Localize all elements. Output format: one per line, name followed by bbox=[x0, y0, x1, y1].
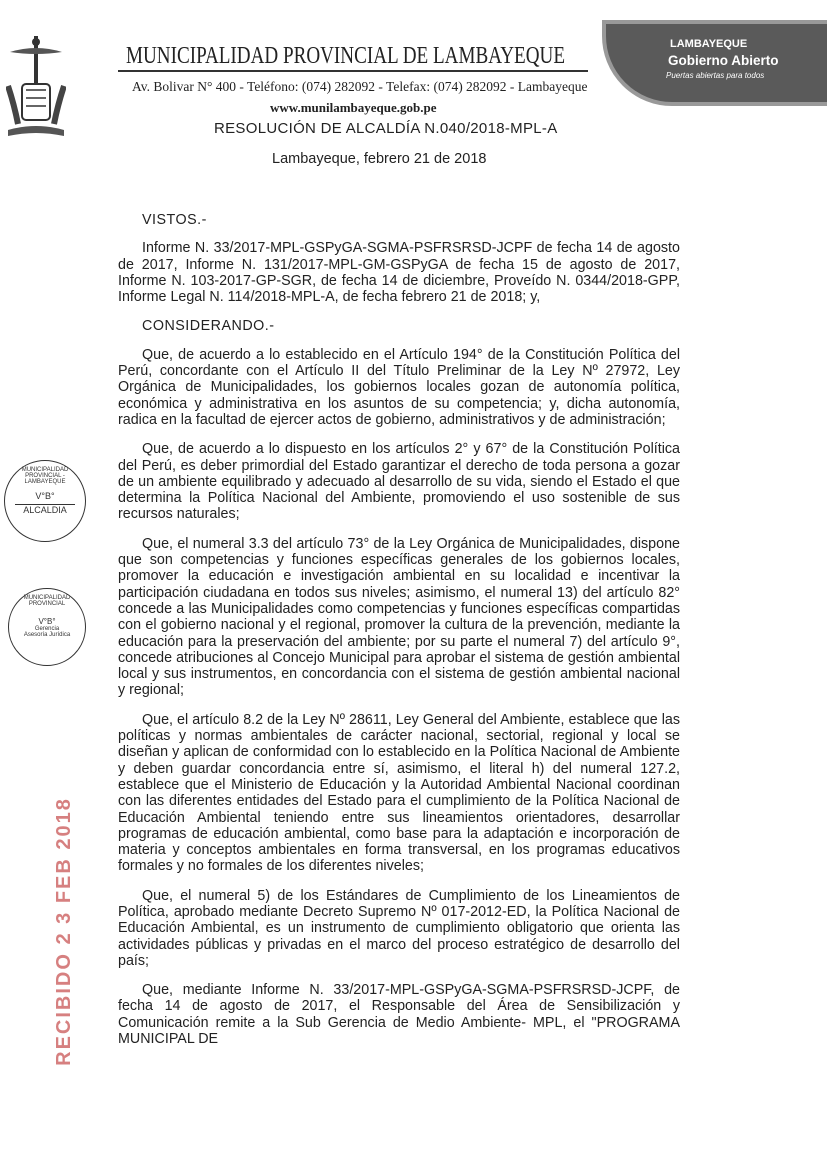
vistos-paragraph: Informe N. 33/2017-MPL-GSPyGA-SGMA-PSFRSRSD-JCPF de fecha 14 de agosto de 2017, Informe N. 131/2017-MPL-GM-GSPyGA de fecha 15 de agosto de 2017, Informe N. 103-2017-GP-SGR, de fecha 14 de diciembre, Proveído N. 0344/2018-GPP, Informe Legal N. 114/2018-MPL-A, de fecha febrero 21 de 2018; y, bbox=[118, 240, 680, 306]
paragraph: Que, de acuerdo a lo dispuesto en los artículos 2° y 67° de la Constitución Política del Perú, es deber primordial del Estado garantizar el derecho de toda persona a gozar de un ambiente equilibrado y adecuado al desarrollo de su vida, siendo el Estado el que determina la Política Nacional del Ambiente, promoviendo el uso sostenible de sus recursos naturales; bbox=[118, 441, 680, 523]
resolution-title: RESOLUCIÓN DE ALCALDÍA N.040/2018-MPL-A bbox=[214, 120, 558, 137]
document-body bbox=[118, 212, 680, 1060]
stamp-office: ALCALDIA bbox=[15, 504, 75, 515]
badge-city: LAMBAYEQUE bbox=[670, 38, 748, 50]
paragraph: Que, el numeral 3.3 del artículo 73° de la Ley Orgánica de Municipalidades, dispone que son competencias y funciones específicas generales de los gobiernos locales, promover la educación e investigación ambiental en su localidad e incentivar la participación ciudadana en todos sus niveles; asimismo, el numeral 13) del artículo 82° concede a las Municipalidades como competencias y funciones específicas compartidas con el gobierno nacional y el regional, promover la cultura de la prevención, mediante la educación para la preservación del ambiente; por su parte el numeral 7) del artículo 9°, concede atribuciones al Concejo Municipal para aprobar el sistema de gestión ambiental local y sus instrumentos, en concordancia con el sistema de gestión ambiental nacional y regional; bbox=[118, 535, 680, 699]
alcaldia-stamp bbox=[4, 460, 86, 542]
received-stamp: RECIBIDO 2 3 FEB 2018 bbox=[52, 797, 75, 1066]
paragraph: Que, el artículo 8.2 de la Ley Nº 28611, Ley General del Ambiente, establece que las políticas y normas ambientales de carácter nacional, sectorial, regional y local se diseñan y aplican de conformidad con lo establecido en la Política Nacional de Ambiente y deben guardar concordancia entre sí, asimismo, el literal h) del numeral 127.2, establece que el Ministerio de Educación y la Autoridad Ambiental Nacional coordinan con las diferentes entidades del Estado para el cumplimiento de la Política Nacional de Educación Ambiental teniendo entre sus lineamientos orientadores, desarrollar programas de educación ambiental, como base para la adaptación e incorporación de materia y conceptos ambientales en forma transversal, en los programas educativos formales y no formales de los diferentes niveles; bbox=[118, 711, 680, 875]
paragraph: Que, mediante Informe N. 33/2017-MPL-GSPyGA-SGMA-PSFRSRSD-JCPF, de fecha 14 de agosto de 2017, el Responsable del Área de Sensibilización y Comunicación remite a la Sub Gerencia de Medio Ambiente- MPL, el "PROGRAMA MUNICIPAL DE bbox=[118, 982, 680, 1048]
website: www.munilambayeque.gob.pe bbox=[270, 100, 437, 115]
paragraph: Que, de acuerdo a lo establecido en el Artículo 194° de la Constitución Política del Perú, concordante con el Artículo II del Título Preliminar de la Ley Nº 27972, Ley Orgánica de Municipalidades, los gobiernos locales gozan de autonomía política, económica y administrativa en los asuntos de su competencia; y, dicha autonomía, radica en la facultad de ejercer actos de gobierno, administrativos y de administración; bbox=[118, 346, 680, 428]
stamp-ring-text: MUNICIPALIDAD PROVINCIAL bbox=[23, 595, 71, 607]
badge-slogan: Puertas abiertas para todos bbox=[666, 71, 765, 80]
coat-of-arms-logo bbox=[6, 34, 66, 142]
vistos-heading: VISTOS.- bbox=[142, 212, 207, 228]
asesoria-stamp bbox=[8, 588, 86, 666]
address: Av. Bolivar N° 400 - Teléfono: (074) 282092 - Telefax: (074) 282092 - Lambayeque bbox=[132, 79, 588, 94]
badge-title: Gobierno Abierto bbox=[668, 53, 779, 68]
considerando-heading: CONSIDERANDO.- bbox=[142, 318, 275, 335]
institution-name: MUNICIPALIDAD PROVINCIAL DE LAMBAYEQUE bbox=[126, 42, 566, 69]
stamp-ring-text: MUNICIPALIDAD PROVINCIAL - LAMBAYEQUE bbox=[21, 467, 69, 485]
stamp-vb: V°B° bbox=[38, 617, 56, 626]
paragraph: Que, el numeral 5) de los Estándares de Cumplimiento de los Lineamientos de Política, aprobado mediante Decreto Supremo Nº 017-2012-ED, la Política Nacional de Educación Ambiental, es un instrumento de cumplimiento obligatorio que orienta las actividades públicas y privadas en el marco del proceso estratégico de desarrollo del país; bbox=[118, 887, 680, 969]
gobierno-abierto-badge bbox=[602, 20, 827, 106]
stamp-vb: V°B° bbox=[35, 491, 55, 501]
header-divider bbox=[118, 70, 588, 72]
document-date: Lambayeque, febrero 21 de 2018 bbox=[272, 151, 487, 167]
stamp-office: Gerencia Asesoría Jurídica bbox=[23, 626, 71, 638]
